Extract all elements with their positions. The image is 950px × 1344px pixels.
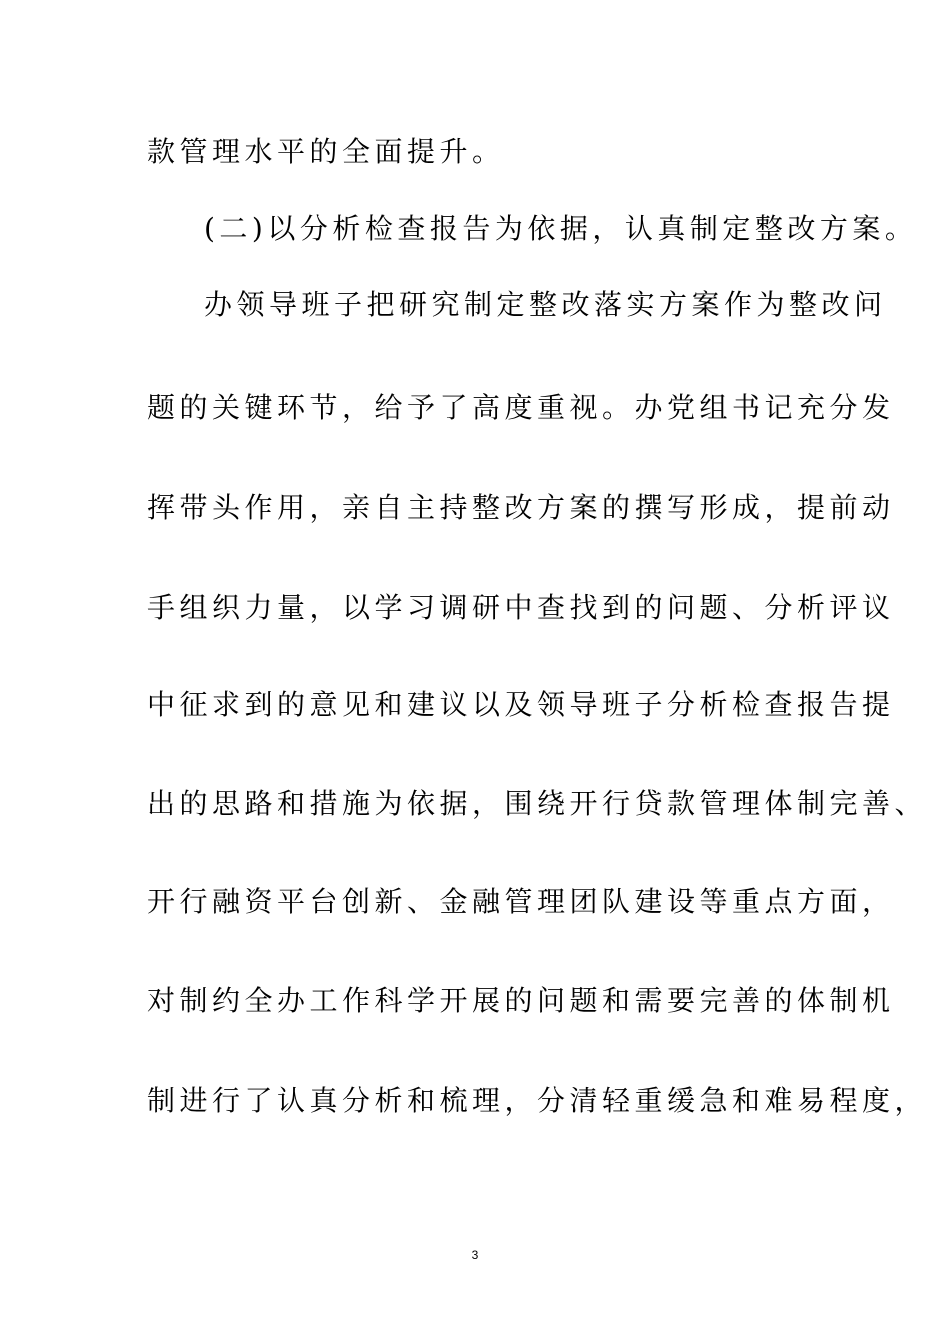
text-line-8: 出的思路和措施为依据，围绕开行贷款管理体制完善、: [147, 787, 928, 820]
text-line-10: 对制约全办工作科学开展的问题和需要完善的体制机: [147, 984, 895, 1017]
text-line-4: 题的关键环节，给予了高度重视。办党组书记充分发: [147, 391, 895, 424]
paragraph-first-line: 办领导班子把研究制定整改落实方案作为整改问: [204, 288, 887, 321]
text-line-6: 手组织力量，以学习调研中查找到的问题、分析评议: [147, 591, 895, 624]
text-line-11: 制进行了认真分析和梳理，分清轻重缓急和难易程度，: [147, 1084, 928, 1117]
page-number: 3: [471, 1248, 479, 1262]
text-line-5: 挥带头作用，亲自主持整改方案的撰写形成，提前动: [147, 491, 895, 524]
text-line-9: 开行融资平台创新、金融管理团队建设等重点方面，: [147, 885, 895, 918]
text-line-1: 款管理水平的全面提升。: [147, 135, 505, 168]
section-heading: (二)以分析检查报告为依据，认真制定整改方案。: [204, 212, 918, 245]
text-line-7: 中征求到的意见和建议以及领导班子分析检查报告提: [147, 688, 895, 721]
